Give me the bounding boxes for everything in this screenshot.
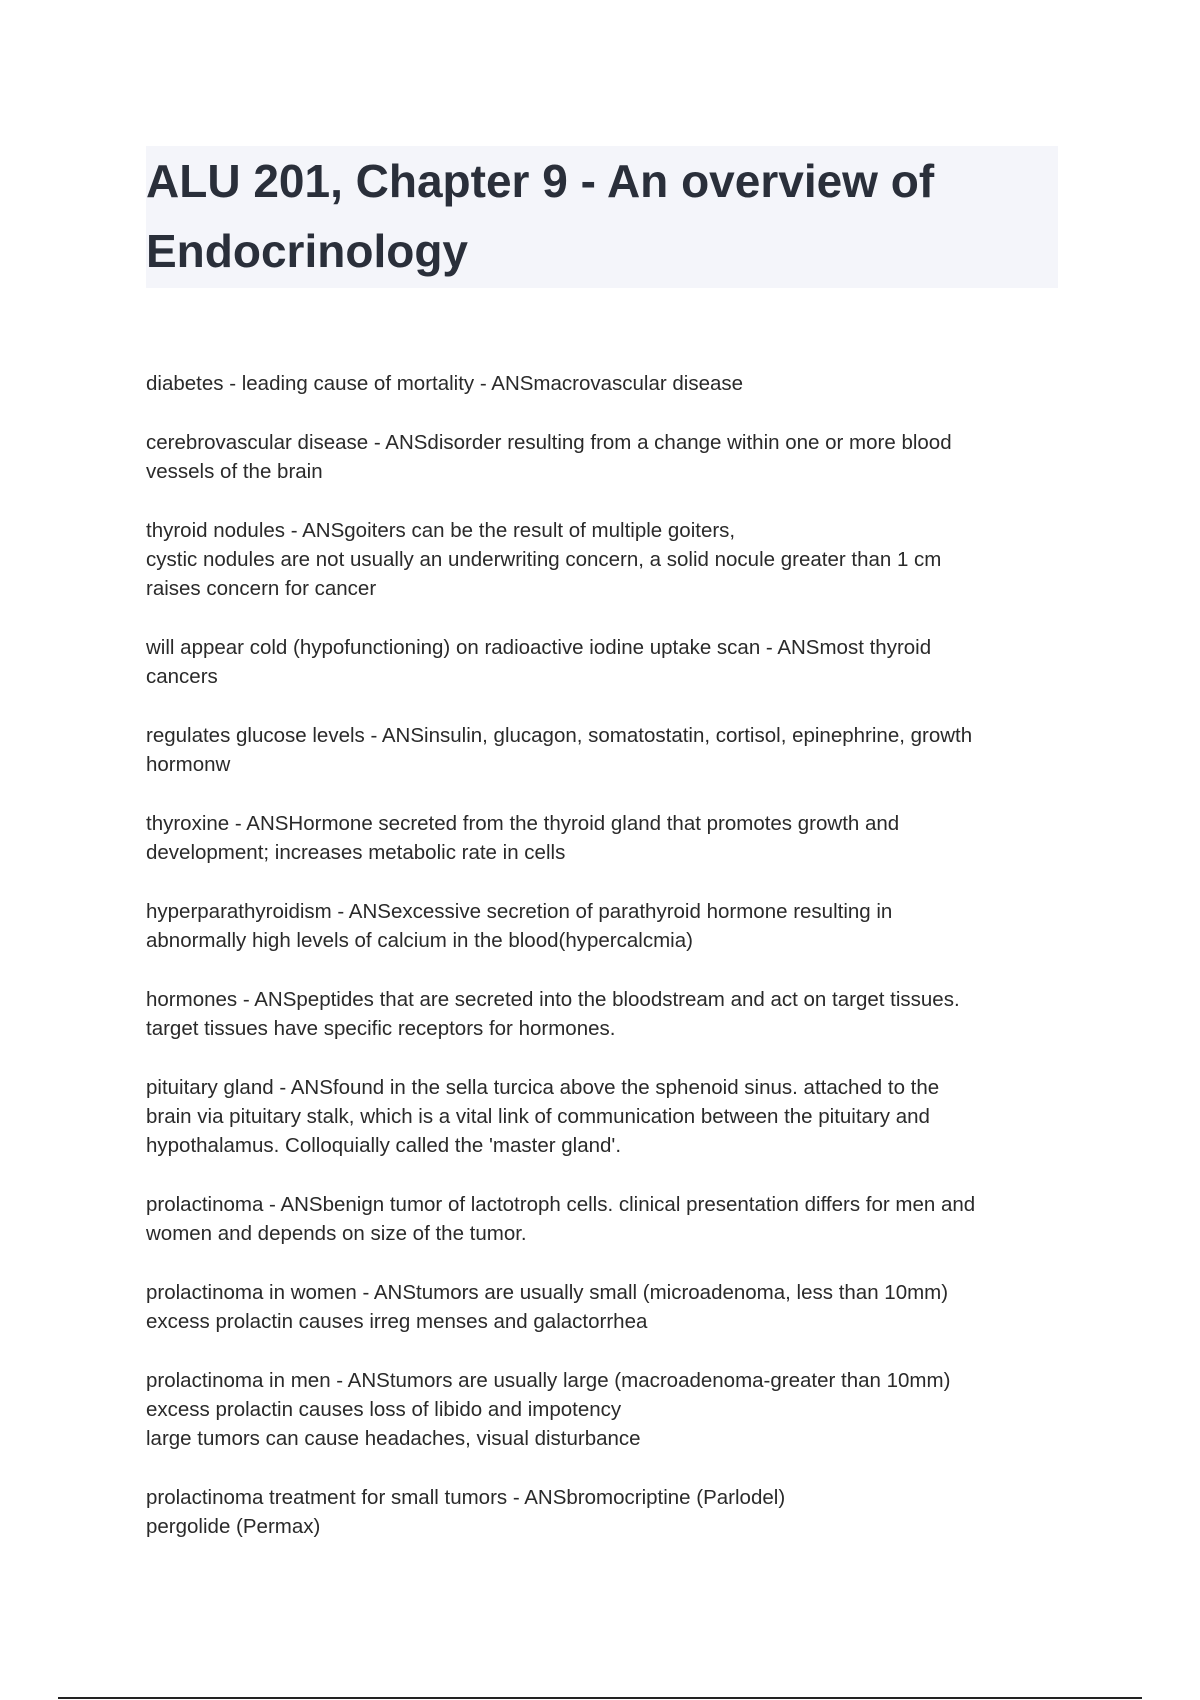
entry-text-line: thyroid nodules - ANSgoiters can be the result of multiple goiters, — [146, 519, 736, 542]
entry-text-line: development; increases metabolic rate in cells — [146, 841, 566, 864]
entry-text-line: cancers — [146, 665, 218, 688]
entry-text-line: thyroxine - ANSHormone secreted from the thyroid gland that promotes growth and — [146, 812, 900, 835]
entry-text-line: pituitary gland - ANSfound in the sella turcica above the sphenoid sinus. attached to the — [146, 1076, 940, 1099]
entry-text-line: prolactinoma - ANSbenign tumor of lactotroph cells. clinical presentation differs for men and — [146, 1193, 976, 1216]
entry-text-line: large tumors can cause headaches, visual disturbance — [146, 1427, 641, 1450]
flashcard-entry — [146, 516, 1061, 603]
flashcard-entry — [146, 1278, 1061, 1336]
flashcard-entry — [146, 1073, 1061, 1160]
entry-text-line: excess prolactin causes loss of libido and impotency — [146, 1398, 622, 1421]
entry-text-line: prolactinoma in men - ANStumors are usually large (macroadenoma-greater than 10mm) — [146, 1369, 951, 1392]
entry-text-line: hormones - ANSpeptides that are secreted into the bloodstream and act on target tissues. — [146, 988, 960, 1011]
footer-divider — [58, 1697, 1142, 1699]
entry-text-line: women and depends on size of the tumor. — [146, 1222, 527, 1245]
entry-text-line: cerebrovascular disease - ANSdisorder resulting from a change within one or more blood — [146, 431, 952, 454]
title-line: ALU 201, Chapter 9 - An overview of — [146, 155, 935, 207]
entry-text-line: vessels of the brain — [146, 460, 323, 483]
entry-text-line: prolactinoma treatment for small tumors - ANSbromocriptine (Parlodel) — [146, 1486, 786, 1509]
entry-text-line: pergolide (Permax) — [146, 1515, 321, 1538]
entry-text-line: regulates glucose levels - ANSinsulin, glucagon, somatostatin, cortisol, epinephrine, growth — [146, 724, 973, 747]
flashcard-entry — [146, 633, 1061, 691]
flashcard-entry — [146, 1366, 1061, 1453]
entry-text-line: will appear cold (hypofunctioning) on radioactive iodine uptake scan - ANSmost thyroid — [146, 636, 932, 659]
title-line: Endocrinology — [146, 225, 468, 277]
page-title — [146, 146, 1046, 286]
entry-text-line: excess prolactin causes irreg menses and galactorrhea — [146, 1310, 648, 1333]
flashcard-entry — [146, 809, 1061, 867]
flashcard-entry — [146, 897, 1061, 955]
entry-text-line: hyperparathyroidism - ANSexcessive secretion of parathyroid hormone resulting in — [146, 900, 893, 923]
flashcard-entry — [146, 428, 1061, 486]
entry-text-line: target tissues have specific receptors for hormones. — [146, 1017, 616, 1040]
entry-text-line: hormonw — [146, 753, 231, 776]
entry-text-line: prolactinoma in women - ANStumors are usually small (microadenoma, less than 10mm) — [146, 1281, 949, 1304]
entry-text-line: hypothalamus. Colloquially called the 'master gland'. — [146, 1134, 622, 1157]
entry-text-line: brain via pituitary stalk, which is a vital link of communication between the pituitary and — [146, 1105, 930, 1128]
flashcard-entry — [146, 369, 1061, 398]
flashcard-entry — [146, 985, 1061, 1043]
flashcard-entry — [146, 1483, 1061, 1541]
flashcard-entry — [146, 1190, 1061, 1248]
entry-text-line: raises concern for cancer — [146, 577, 377, 600]
flashcard-entry — [146, 721, 1061, 779]
entry-text-line: diabetes - leading cause of mortality - ANSmacrovascular disease — [146, 372, 744, 395]
flashcard-list — [146, 369, 1061, 1571]
entry-text-line: abnormally high levels of calcium in the blood(hypercalcmia) — [146, 929, 693, 952]
entry-text-line: cystic nodules are not usually an underwriting concern, a solid nocule greater than 1 cm — [146, 548, 942, 571]
